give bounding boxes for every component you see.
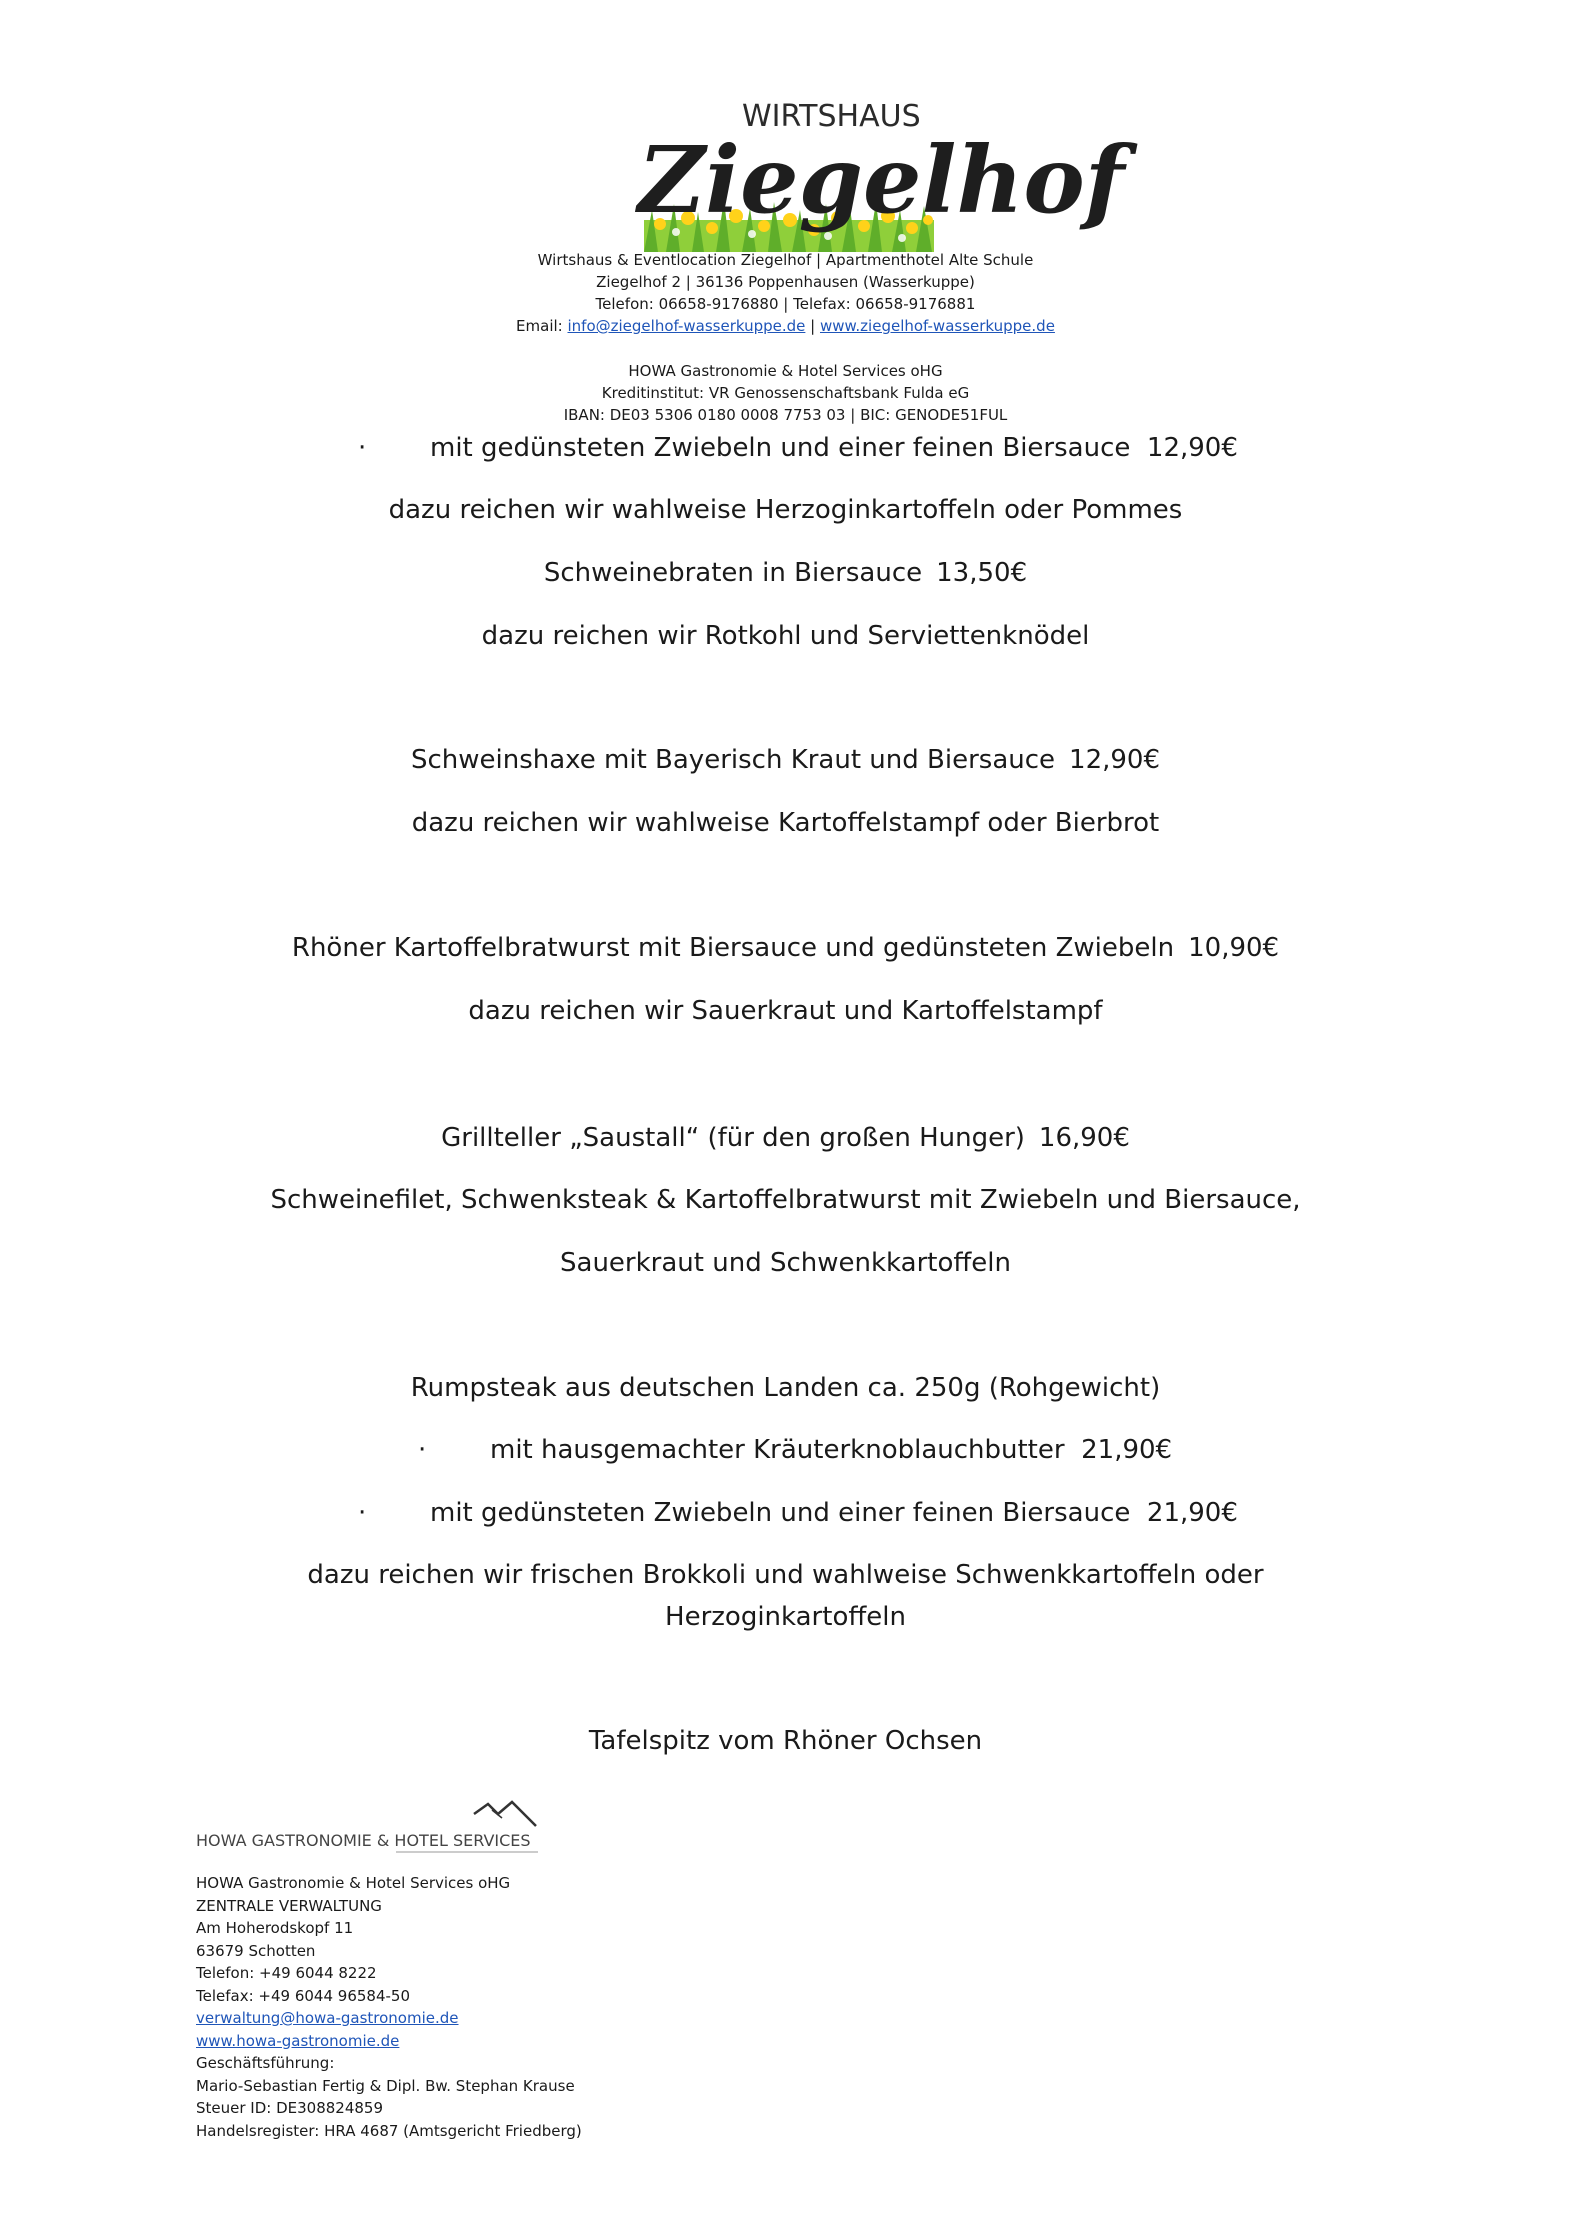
footer-street: Am Hoherodskopf 11 [196,1919,354,1937]
menu-item-text: Grillteller „Saustall“ (für den großen Hunger) [441,1123,1025,1153]
menu-item-text: mit hausgemachter Kräuterknoblauchbutter [490,1435,1065,1465]
menu-item-price: 21,90€ [1146,1498,1238,1528]
menu-line-11: Sauerkraut und Schwenkkartoffeln [560,1248,1011,1278]
menu-item-price: 16,90€ [1038,1123,1130,1153]
menu-line-4: dazu reichen wir Rotkohl und Serviettenknödel [481,621,1090,651]
email-label: Email: [516,317,568,335]
menu-line-8: dazu reichen wir Sauerkraut und Kartoffelstampf [468,996,1103,1026]
footer-company: HOWA Gastronomie & Hotel Services oHG [196,1874,511,1892]
menu-item-price: 13,50€ [936,558,1028,588]
header-bank: Kreditinstitut: VR Genossenschaftsbank Fulda eG [601,384,970,402]
menu-line-15: dazu reichen wir frischen Brokkoli und wahlweise Schwenkkartoffeln oder [307,1560,1264,1590]
bullet: · [358,1498,367,1528]
menu-line-13 [490,1432,1172,1468]
header-company: HOWA Gastronomie & Hotel Services oHG [628,362,943,380]
bullet: · [358,433,367,463]
menu-line-17: Tafelspitz vom Rhöner Ochsen [588,1726,983,1756]
footer-tax: Steuer ID: DE308824859 [196,2099,384,2117]
menu-item-price: 10,90€ [1188,933,1280,963]
menu-line-16: Herzoginkartoffeln [665,1602,906,1632]
menu-item-text: Schweinebraten in Biersauce [543,558,923,588]
menu-item-text: Rhöner Kartoffelbratwurst mit Biersauce und gedünsteten Zwiebeln [291,933,1175,963]
footer-register: Handelsregister: HRA 4687 (Amtsgericht Friedberg) [196,2121,582,2140]
footer-city: 63679 Schotten [196,1941,316,1960]
howa-logo [196,1800,548,1860]
header-iban: IBAN: DE03 5306 0180 0008 7753 03 | BIC: GENODE51FUL [563,406,1008,424]
menu-line-2: dazu reichen wir wahlweise Herzoginkartoffeln oder Pommes [388,495,1183,525]
menu-line-1 [430,430,1238,466]
header-line-3: Telefon: 06658-9176880 | Telefax: 06658-9176881 [595,295,976,313]
logo-top-word: WIRTSHAUS [742,99,921,134]
menu-line-7 [0,930,1571,966]
menu-line-10: Schweinefilet, Schwenksteak & Kartoffelbratwurst mit Zwiebeln und Biersauce, [270,1185,1301,1215]
header-line-1: Wirtshaus & Eventlocation Ziegelhof | Apartmenthotel Alte Schule [537,251,1034,269]
menu-item-price: 21,90€ [1081,1435,1173,1465]
menu-line-3 [0,555,1571,591]
menu-item-price: 12,90€ [1069,745,1161,775]
howa-logo-text: HOWA GASTRONOMIE & HOTEL SERVICES [196,1831,531,1850]
menu-item-text: mit gedünsteten Zwiebeln und einer feinen Biersauce [430,433,1131,463]
header-line-2: Ziegelhof 2 | 36136 Poppenhausen (Wasserkuppe) [596,273,975,291]
menu-item-text: mit gedünsteten Zwiebeln und einer feinen Biersauce [430,1498,1131,1528]
separator: | [805,317,820,335]
footer-email-link[interactable]: verwaltung@howa-gastronomie.de [196,2009,459,2027]
website-link[interactable]: www.ziegelhof-wasserkuppe.de [819,317,1055,335]
header-contact-line [0,315,1571,337]
menu-line-5 [0,742,1571,778]
menu-line-9 [0,1120,1571,1156]
menu-item-text: Schweinshaxe mit Bayerisch Kraut und Biersauce [410,745,1056,775]
menu-item-price: 12,90€ [1146,433,1238,463]
bullet: · [418,1435,427,1465]
footer-fax: Telefax: +49 6044 96584-50 [196,1986,410,2005]
footer-block [196,1872,896,2142]
logo-main-word: Ziegelhof [638,126,1125,234]
footer-web-link[interactable]: www.howa-gastronomie.de [196,2031,400,2050]
menu-line-14 [430,1495,1238,1531]
menu-line-12: Rumpsteak aus deutschen Landen ca. 250g (Rohgewicht) [410,1373,1161,1403]
footer-mgmt: Mario-Sebastian Fertig & Dipl. Bw. Stephan Krause [196,2076,575,2095]
footer-mgmt-label: Geschäftsführung: [196,2054,335,2072]
ziegelhof-logo [632,92,1125,252]
email-link[interactable]: info@ziegelhof-wasserkuppe.de [567,317,806,335]
footer-dept: ZENTRALE VERWALTUNG [196,1896,382,1915]
menu-line-6: dazu reichen wir wahlweise Kartoffelstampf oder Bierbrot [411,808,1160,838]
footer-phone: Telefon: +49 6044 8222 [196,1964,377,1982]
